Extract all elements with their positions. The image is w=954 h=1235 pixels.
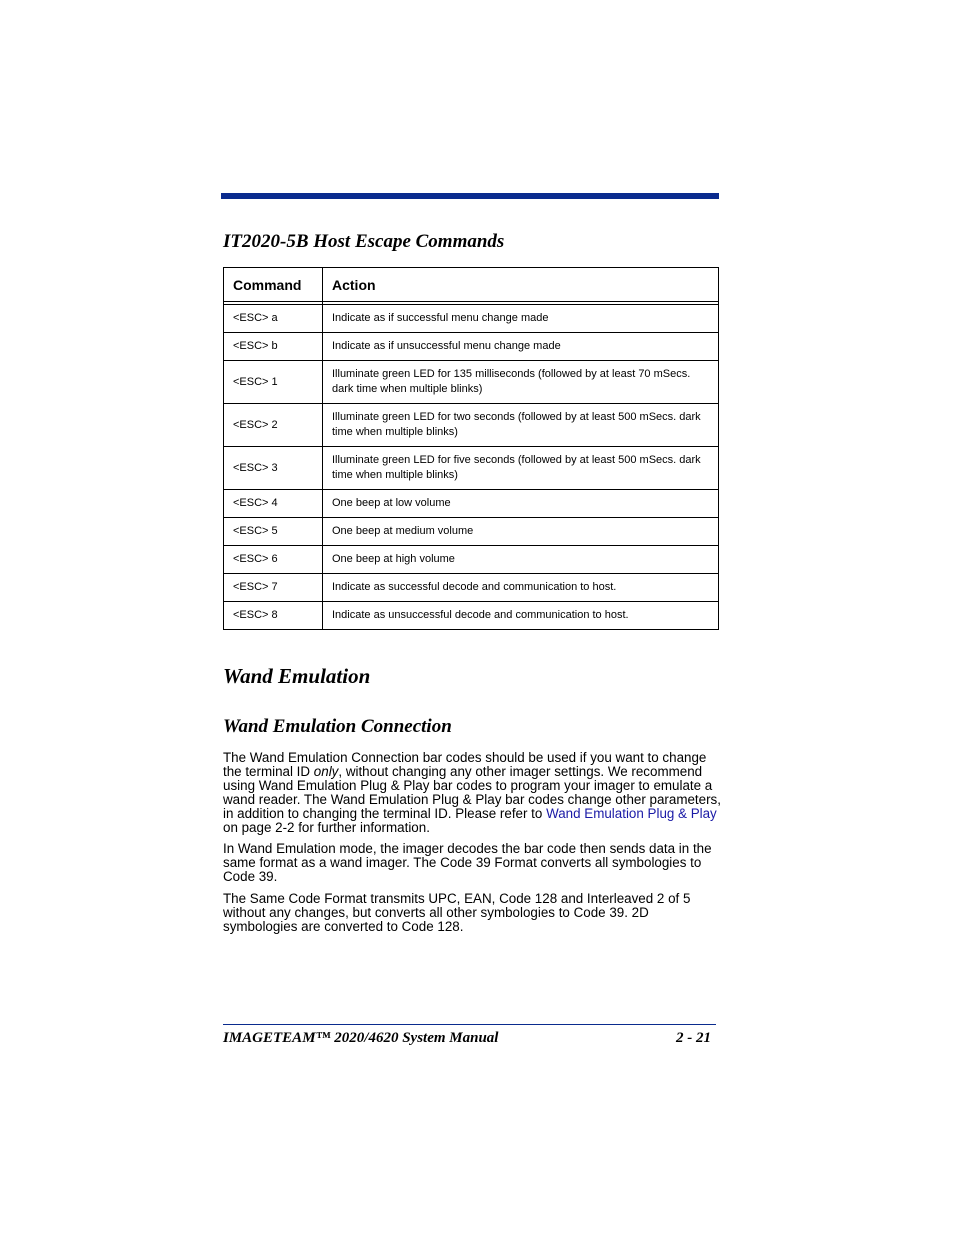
footer-manual-title: IMAGETEAM™ 2020/4620 System Manual xyxy=(223,1030,499,1046)
command-cell: <ESC> 1 xyxy=(224,361,323,404)
command-cell: <ESC> 4 xyxy=(224,490,323,518)
escape-commands-table xyxy=(223,267,719,630)
action-cell: Illuminate green LED for two seconds (followed by at least 500 mSecs. dark time when multiple blinks) xyxy=(323,404,719,447)
paragraph-wand-mode: In Wand Emulation mode, the imager decodes the bar code then sends data in the same format as a wand imager. The Code 39 Format converts all symbologies to Code 39. xyxy=(223,841,712,884)
column-header-action: Action xyxy=(323,268,719,302)
top-rule xyxy=(221,193,719,199)
table-row xyxy=(224,518,719,546)
wand-emulation-connection-heading: Wand Emulation Connection xyxy=(223,716,452,737)
table-row xyxy=(224,602,719,630)
command-cell: <ESC> 3 xyxy=(224,447,323,490)
action-cell: One beep at medium volume xyxy=(323,518,719,546)
action-cell: Indicate as successful decode and communication to host. xyxy=(323,574,719,602)
paragraph-text: on page 2-2 for further information. xyxy=(223,820,430,835)
command-cell: <ESC> b xyxy=(224,333,323,361)
paragraph-text: , without changing any other imager settings. We recommend using Wand Emulation Plug & Play bar codes to program your imager to emulate a wand reader. The Wand Emulation Plug & Play bar codes change other parameters, in addition to changing the terminal ID. Please refer to xyxy=(223,764,721,821)
table-row xyxy=(224,447,719,490)
command-cell: <ESC> a xyxy=(224,305,323,333)
table-row xyxy=(224,546,719,574)
command-cell: <ESC> 2 xyxy=(224,404,323,447)
emphasis-text: only xyxy=(313,764,339,779)
table-row xyxy=(224,361,719,404)
footer-page-number: 2 - 21 xyxy=(676,1030,711,1046)
column-header-command: Command xyxy=(224,268,323,302)
action-cell: Indicate as unsuccessful decode and communication to host. xyxy=(323,602,719,630)
table-row xyxy=(224,404,719,447)
table-row xyxy=(224,574,719,602)
wand-emulation-heading: Wand Emulation xyxy=(223,664,371,688)
command-cell: <ESC> 5 xyxy=(224,518,323,546)
action-cell: Indicate as if successful menu change made xyxy=(323,305,719,333)
paragraph-same-code-format: The Same Code Format transmits UPC, EAN, Code 128 and Interleaved 2 of 5 without any changes, but converts all other symbologies to Code 39. 2D symbologies are converted to Code 128. xyxy=(223,891,691,934)
paragraph-text: The Wand Emulation Connection bar codes should be used if you want to change the terminal ID xyxy=(223,750,707,779)
command-cell: <ESC> 7 xyxy=(224,574,323,602)
section-title: IT2020-5B Host Escape Commands xyxy=(223,231,505,252)
paragraph-intro xyxy=(223,751,723,835)
action-cell: Illuminate green LED for 135 milliseconds (followed by at least 70 mSecs. dark time when multiple blinks) xyxy=(323,361,719,404)
command-cell: <ESC> 8 xyxy=(224,602,323,630)
wand-plug-and-play-link[interactable]: Wand Emulation Plug & Play xyxy=(546,806,717,821)
footer-rule xyxy=(223,1024,716,1025)
table-row xyxy=(224,490,719,518)
command-cell: <ESC> 6 xyxy=(224,546,323,574)
table-row xyxy=(224,305,719,333)
table-row xyxy=(224,333,719,361)
action-cell: One beep at low volume xyxy=(323,490,719,518)
action-cell: One beep at high volume xyxy=(323,546,719,574)
action-cell: Illuminate green LED for five seconds (followed by at least 500 mSecs. dark time when multiple blinks) xyxy=(323,447,719,490)
table-header-row xyxy=(224,268,719,302)
action-cell: Indicate as if unsuccessful menu change made xyxy=(323,333,719,361)
